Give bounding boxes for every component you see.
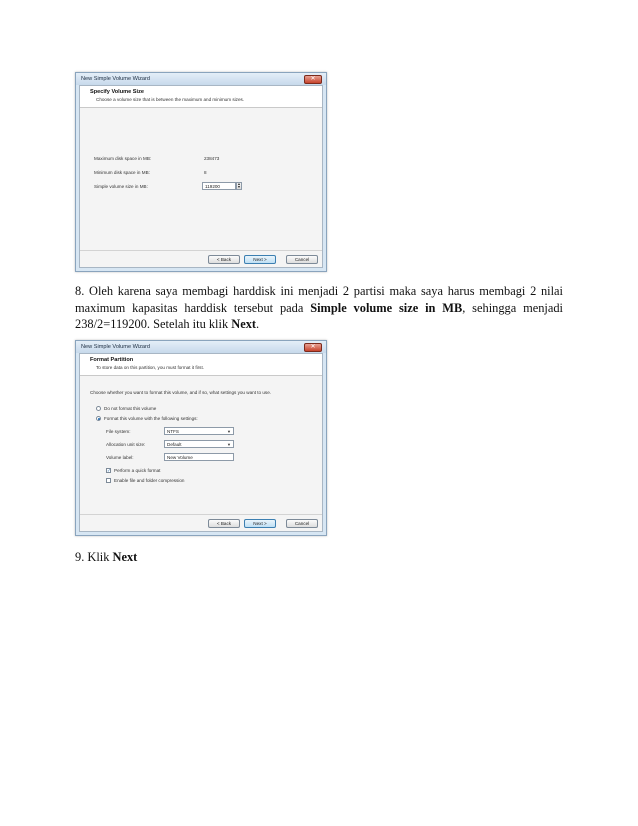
window-title: New Simple Volume Wizard	[81, 344, 151, 350]
wizard-header-title: Specify Volume Size	[90, 89, 144, 95]
next-button[interactable]: Next >	[244, 255, 276, 264]
window-titlebar[interactable]	[76, 341, 326, 353]
quick-format-label: Perform a quick format	[114, 468, 161, 473]
back-button[interactable]: < Back	[208, 519, 240, 528]
file-system-label: File system:	[106, 429, 131, 434]
max-disk-space-value: 238473	[204, 156, 220, 161]
allocation-size-select[interactable]	[164, 440, 234, 448]
min-disk-space-label: Minimum disk space in MB:	[94, 170, 150, 175]
wizard-footer	[80, 514, 322, 531]
file-system-value: NTFS	[167, 429, 179, 434]
volume-size-input[interactable]: 119200	[202, 182, 236, 190]
step-8-bold-next: Next	[231, 317, 257, 331]
max-disk-space-label: Maximum disk space in MB:	[94, 156, 152, 161]
allocation-size-value: Default	[167, 442, 182, 447]
wizard-window-volume-size	[75, 72, 327, 272]
back-button[interactable]: < Back	[208, 255, 240, 264]
next-button[interactable]: Next >	[244, 519, 276, 528]
wizard-window-format-partition	[75, 340, 327, 536]
wizard-client-area	[79, 85, 323, 268]
wizard-header-subtitle: To store data on this partition, you must format it first.	[96, 365, 204, 370]
radio-no-format-label: Do not format this volume	[104, 406, 157, 411]
wizard-header-title: Format Partition	[90, 357, 134, 363]
chevron-down-icon: ▼	[227, 442, 231, 447]
volume-label-label: Volume label:	[106, 455, 134, 460]
window-title: New Simple Volume Wizard	[81, 76, 151, 82]
quick-format-checkbox[interactable]: ✓	[107, 468, 111, 473]
wizard-client-area	[79, 353, 323, 532]
compression-checkbox[interactable]	[106, 478, 111, 483]
spin-up-icon[interactable]: ▲	[237, 182, 241, 186]
cancel-button[interactable]: Cancel	[286, 519, 318, 528]
volume-size-label: Simple volume size in MB:	[94, 184, 148, 189]
wizard-header-subtitle: Choose a volume size that is between the maximum and minimum sizes.	[96, 97, 245, 102]
spin-down-icon[interactable]: ▼	[237, 185, 241, 189]
chevron-down-icon: ▼	[227, 429, 231, 434]
volume-label-input[interactable]: New Volume	[164, 453, 234, 461]
close-icon[interactable]: ✕	[304, 75, 322, 84]
file-system-select[interactable]	[164, 427, 234, 435]
format-instruction: Choose whether you want to format this volume, and if so, what settings you want to use.	[90, 390, 272, 395]
step-8-bold-field: Simple volume size in MB	[310, 300, 463, 315]
wizard-header	[80, 86, 322, 108]
compression-label: Enable file and folder compression	[114, 478, 185, 483]
cancel-button[interactable]: Cancel	[286, 255, 318, 264]
radio-format-label: Format this volume with the following settings:	[104, 416, 198, 421]
volume-size-spinner[interactable]	[236, 182, 242, 190]
radio-format[interactable]	[96, 416, 101, 421]
wizard-header	[80, 354, 322, 376]
step-8-text-a: 8. Oleh karena saya membagi harddisk ini menjadi 2 partisi maka saya harus membagi 2 nilai maximum kapasitas harddisk tersebut pada	[75, 284, 563, 315]
step-9-paragraph	[75, 549, 563, 566]
step-9-text: 9. Klik	[75, 550, 113, 564]
radio-no-format[interactable]	[96, 406, 101, 411]
step-9-bold-next: Next	[112, 550, 138, 564]
allocation-size-label: Allocation unit size:	[106, 442, 146, 447]
wizard-footer	[80, 250, 322, 267]
window-titlebar[interactable]	[76, 73, 326, 85]
step-8-text-b: , sehingga menjadi 238/2=119200. Setelah itu klik	[75, 300, 563, 331]
step-8-text-c: .	[256, 317, 260, 331]
step-8-paragraph	[75, 283, 563, 333]
min-disk-space-value: 8	[204, 170, 207, 175]
close-icon[interactable]: ✕	[304, 343, 322, 352]
